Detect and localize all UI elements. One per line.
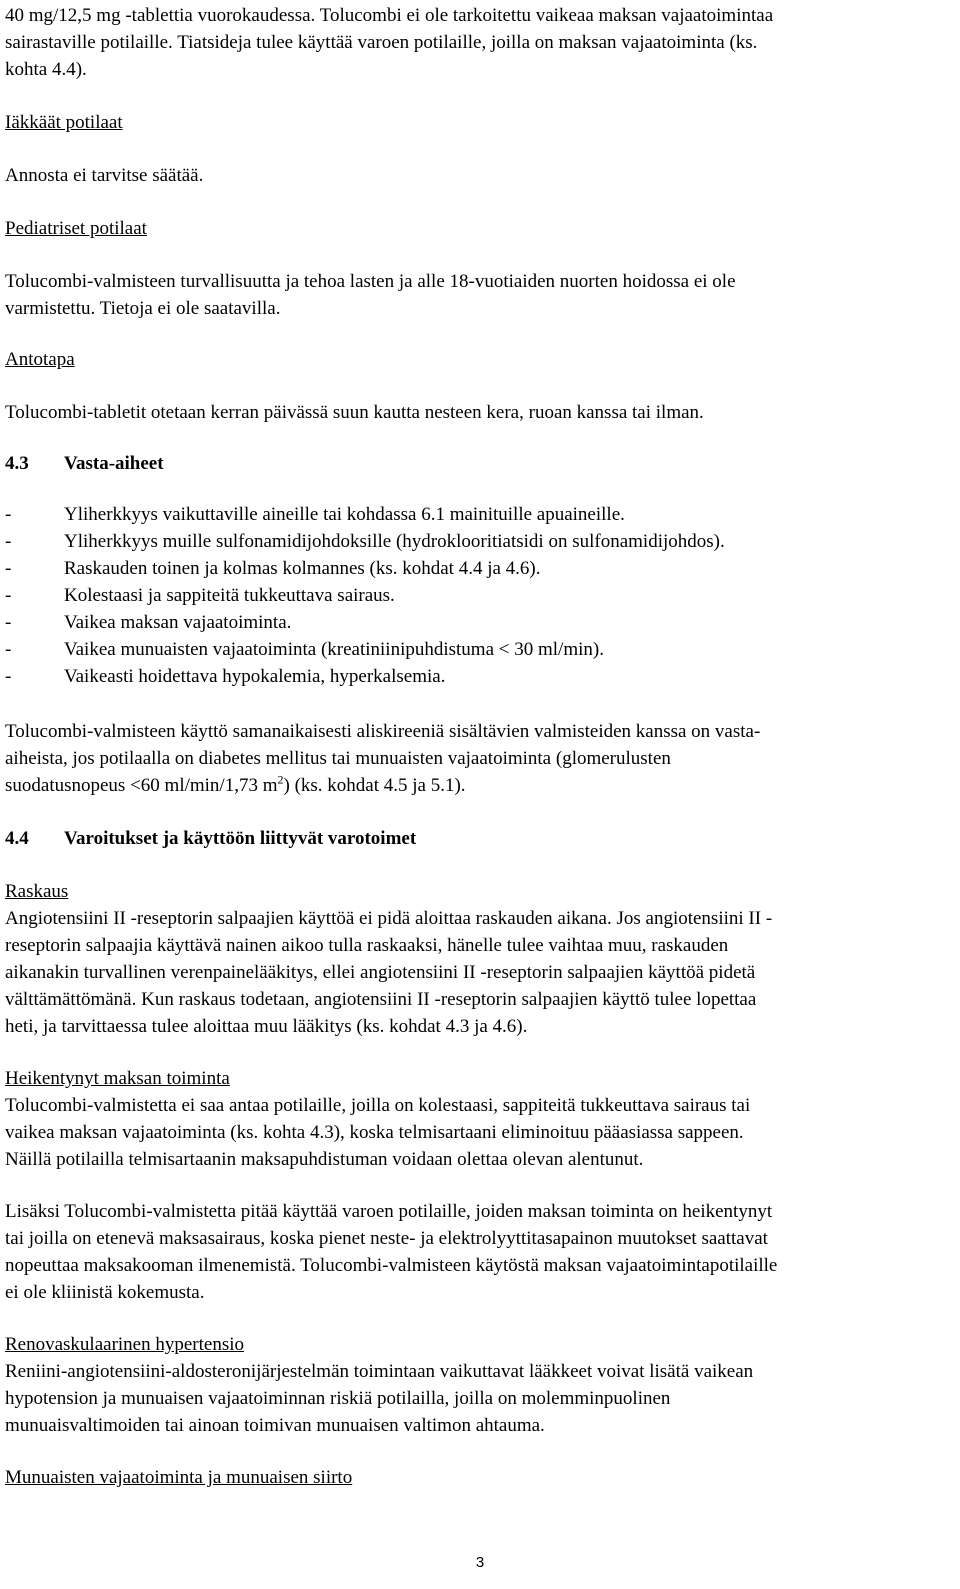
contraindications-list: [5, 501, 955, 690]
liver-para2-line-3: nopeuttaa maksakooman ilmenemistä. Tolucombi-valmisteen käytöstä maksan vajaatoimintapotilaille: [5, 1255, 778, 1276]
list-item-text: Yliherkkyys vaikuttaville aineille tai kohdassa 6.1 mainituille apuaineille.: [64, 504, 625, 525]
list-item-text: Vaikea maksan vajaatoiminta.: [64, 612, 292, 633]
list-item: [5, 555, 955, 582]
pregnancy-line-5: heti, ja tarvittaessa tulee aloittaa muu lääkitys (ks. kohdat 4.3 ja 4.6).: [5, 1016, 528, 1037]
aliskiren-line-3: [5, 772, 955, 799]
list-item: [5, 663, 955, 690]
section-4-3-title: Vasta-aiheet: [64, 453, 164, 474]
list-item-text: Raskauden toinen ja kolmas kolmannes (ks. kohdat 4.4 ja 4.6).: [64, 558, 541, 579]
dash-bullet: -: [5, 666, 12, 687]
dash-bullet: -: [5, 639, 12, 660]
aliskiren-line-2: aiheista, jos potilaalla on diabetes mellitus tai munuaisten vajaatoiminta (glomerulusten: [5, 748, 671, 769]
elderly-title: Iäkkäät potilaat: [5, 112, 123, 133]
list-item-text: Yliherkkyys muille sulfonamidijohdoksille (hydroklooritiatsidi on sulfonamidijohdos).: [64, 531, 725, 552]
aliskiren-line-3-a: suodatusnopeus <60 ml/min/1,73 m: [5, 775, 278, 796]
elderly-text: Annosta ei tarvitse säätää.: [5, 165, 204, 186]
pediatric-title: Pediatriset potilaat: [5, 218, 147, 239]
liver-line-3: Näillä potilailla telmisartaanin maksapuhdistuman voidaan olettaa olevan alentunut.: [5, 1149, 644, 1170]
pregnancy-line-3: aikanakin turvallinen verenpainelääkitys, ellei angiotensiini II -reseptorin salpaajien käyttöä pidetä: [5, 962, 756, 983]
list-item: [5, 582, 955, 609]
renal-title: Munuaisten vajaatoiminta ja munuaisen siirto: [5, 1467, 353, 1488]
dash-bullet: -: [5, 558, 12, 579]
aliskiren-line-3-b: ) (ks. kohdat 4.5 ja 5.1).: [283, 775, 466, 796]
list-item-text: Kolestaasi ja sappiteitä tukkeuttava sairaus.: [64, 585, 395, 606]
section-4-4-number: 4.4: [5, 828, 29, 849]
dash-bullet: -: [5, 504, 12, 525]
aliskiren-line-1: Tolucombi-valmisteen käyttö samanaikaisesti aliskireeniä sisältävien valmisteiden kanssa on vasta-: [5, 721, 761, 742]
list-item: [5, 501, 955, 528]
renovascular-line-2: hypotension ja munuaisen vajaatoiminnan riskiä potilailla, joilla on molemminpuolinen: [5, 1388, 671, 1409]
administration-title: Antotapa: [5, 349, 75, 370]
document-page: [5, 0, 955, 1491]
renovascular-line-1: Reniini-angiotensiini-aldosteronijärjestelmän toimintaan vaikuttavat lääkkeet voivat lisätä vaikean: [5, 1361, 754, 1382]
liver-title: Heikentynyt maksan toiminta: [5, 1068, 230, 1089]
renovascular-line-3: munuaisvaltimoiden tai ainoan toimivan munuaisen valtimon ahtauma.: [5, 1415, 545, 1436]
administration-text: Tolucombi-tabletit otetaan kerran päivässä suun kautta nesteen kera, ruoan kanssa tai ilman.: [5, 402, 704, 423]
section-4-4-title: Varoitukset ja käyttöön liittyvät varotoimet: [64, 828, 417, 849]
list-item-text: Vaikeasti hoidettava hypokalemia, hyperkalsemia.: [64, 666, 446, 687]
pregnancy-line-1: Angiotensiini II -reseptorin salpaajien käyttöä ei pidä aloittaa raskauden aikana. Jos angiotensiini II -: [5, 908, 773, 929]
pediatric-line-1: Tolucombi-valmisteen turvallisuutta ja tehoa lasten ja alle 18-vuotiaiden nuorten hoidossa ei ole: [5, 271, 736, 292]
liver-para2-line-4: ei ole kliinistä kokemusta.: [5, 1282, 205, 1303]
section-4-3-number: 4.3: [5, 453, 29, 474]
list-item-text: Vaikea munuaisten vajaatoiminta (kreatiniinipuhdistuma < 30 ml/min).: [64, 639, 604, 660]
dash-bullet: -: [5, 612, 12, 633]
page-number: 3: [475, 1554, 485, 1571]
intro-line-1: 40 mg/12,5 mg -tablettia vuorokaudessa. Tolucombi ei ole tarkoitettu vaikeaa maksan vajaatoimintaa: [5, 5, 774, 26]
liver-line-2: vaikea maksan vajaatoiminta (ks. kohta 4.3), koska telmisartaani eliminoituu pääasiassa sappeen.: [5, 1122, 744, 1143]
dash-bullet: -: [5, 585, 12, 606]
list-item: [5, 528, 955, 555]
pregnancy-title: Raskaus: [5, 881, 69, 902]
intro-line-3: kohta 4.4).: [5, 59, 87, 80]
dash-bullet: -: [5, 531, 12, 552]
liver-para2-line-2: tai joilla on etenevä maksasairaus, koska pienet neste- ja elektrolyyttitasapainon muutokset saattavat: [5, 1228, 768, 1249]
section-4-4-heading: [5, 825, 955, 852]
pregnancy-line-2: reseptorin salpaajia käyttävä nainen aikoo tulla raskaaksi, hänelle tulee vaihtaa muu, raskauden: [5, 935, 729, 956]
list-item: [5, 636, 955, 663]
liver-para2-line-1: Lisäksi Tolucombi-valmistetta pitää käyttää varoen potilaille, joiden maksan toiminta on heikentynyt: [5, 1201, 773, 1222]
superscript-2: 2: [277, 772, 284, 787]
section-4-3-heading: [5, 450, 955, 477]
renovascular-title: Renovaskulaarinen hypertensio: [5, 1334, 245, 1355]
list-item: [5, 609, 955, 636]
pediatric-line-2: varmistettu. Tietoja ei ole saatavilla.: [5, 298, 281, 319]
liver-line-1: Tolucombi-valmistetta ei saa antaa potilaille, joilla on kolestaasi, sappiteitä tukkeuttava sairaus tai: [5, 1095, 751, 1116]
pregnancy-line-4: välttämättömänä. Kun raskaus todetaan, angiotensiini II -reseptorin salpaajien käyttö tulee lopettaa: [5, 989, 757, 1010]
intro-line-2: sairastaville potilaille. Tiatsideja tulee käyttää varoen potilaille, joilla on maksan vajaatoiminta (ks.: [5, 32, 758, 53]
